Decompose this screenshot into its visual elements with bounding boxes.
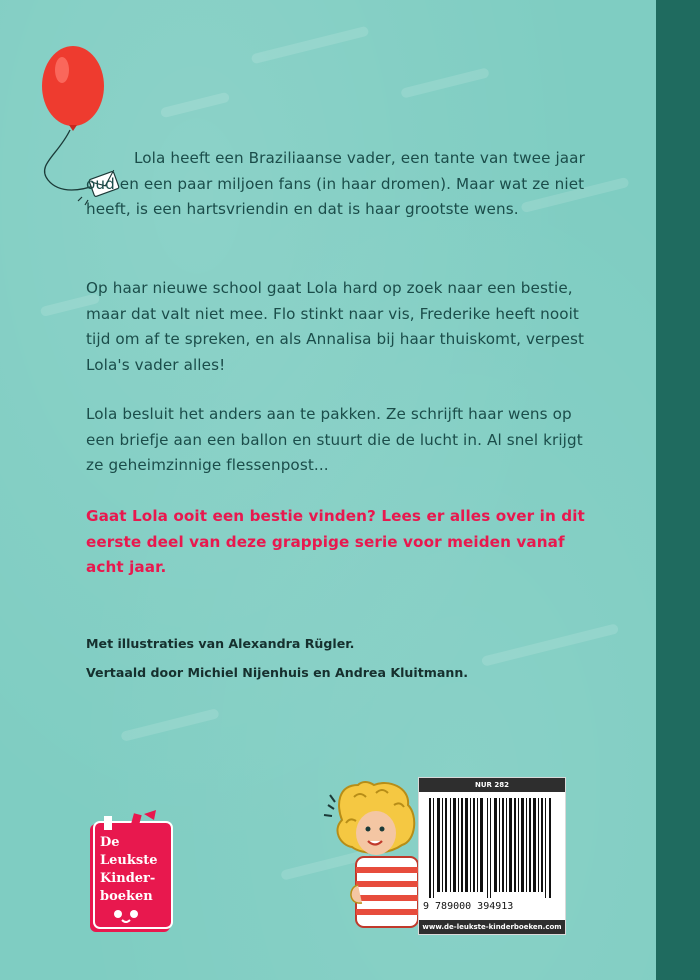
girl-illustration-icon <box>318 775 430 935</box>
barcode-label <box>418 777 566 935</box>
blurb-paragraph-3: Lola besluit het anders aan te pakken. Ze schrijft haar wens op een briefje aan een ballon en stuurt die de lucht in. Al snel krijgt ze geheimzinnige flessenpost... <box>86 405 583 474</box>
blurb-paragraph-2: Op haar nieuwe school gaat Lola hard op zoek naar een bestie, maar dat valt niet mee. Flo stinkt naar vis, Frederike heeft nooit tijd om af te spreken, en als Annalisa bij haar thuiskomt, verpest Lola's vader alles! <box>86 279 585 374</box>
translator-credit: Vertaald door Michiel Nijenhuis en Andrea Kluitmann. <box>86 665 469 680</box>
blurb-question: Gaat Lola ooit een bestie vinden? Lees er alles over in dit eerste deel van deze grappige serie voor meiden vanaf acht jaar. <box>86 507 585 576</box>
illustrator-credit: Met illustraties van Alexandra Rügler. <box>86 636 355 651</box>
texture-streak <box>160 92 230 119</box>
texture-streak <box>481 623 619 667</box>
publisher-line-2: Leukste <box>100 853 158 868</box>
publisher-line-3: Kinder- <box>100 871 156 886</box>
publisher-line-4: boeken <box>100 889 153 904</box>
publisher-book-logo-icon <box>84 810 184 940</box>
blurb-paragraph-1-text: Lola heeft een Braziliaanse vader, een tante van twee jaar oud en een paar miljoen fans (in haar dromen). Maar wat ze niet heeft, is een hartsvriendin en dat is haar grootste wens. <box>86 149 585 218</box>
texture-streak <box>400 67 490 98</box>
blurb-paragraph-1 <box>86 146 586 223</box>
texture-streak <box>251 26 370 65</box>
publisher-website: www.de-leukste-kinderboeken.com <box>419 920 565 934</box>
isbn-number: 9 789000 394913 <box>423 901 514 912</box>
book-spine <box>656 0 700 980</box>
barcode-icon <box>425 798 559 898</box>
publisher-line-1: De <box>100 835 120 850</box>
nur-code: NUR 282 <box>419 778 565 792</box>
texture-streak <box>120 708 219 742</box>
